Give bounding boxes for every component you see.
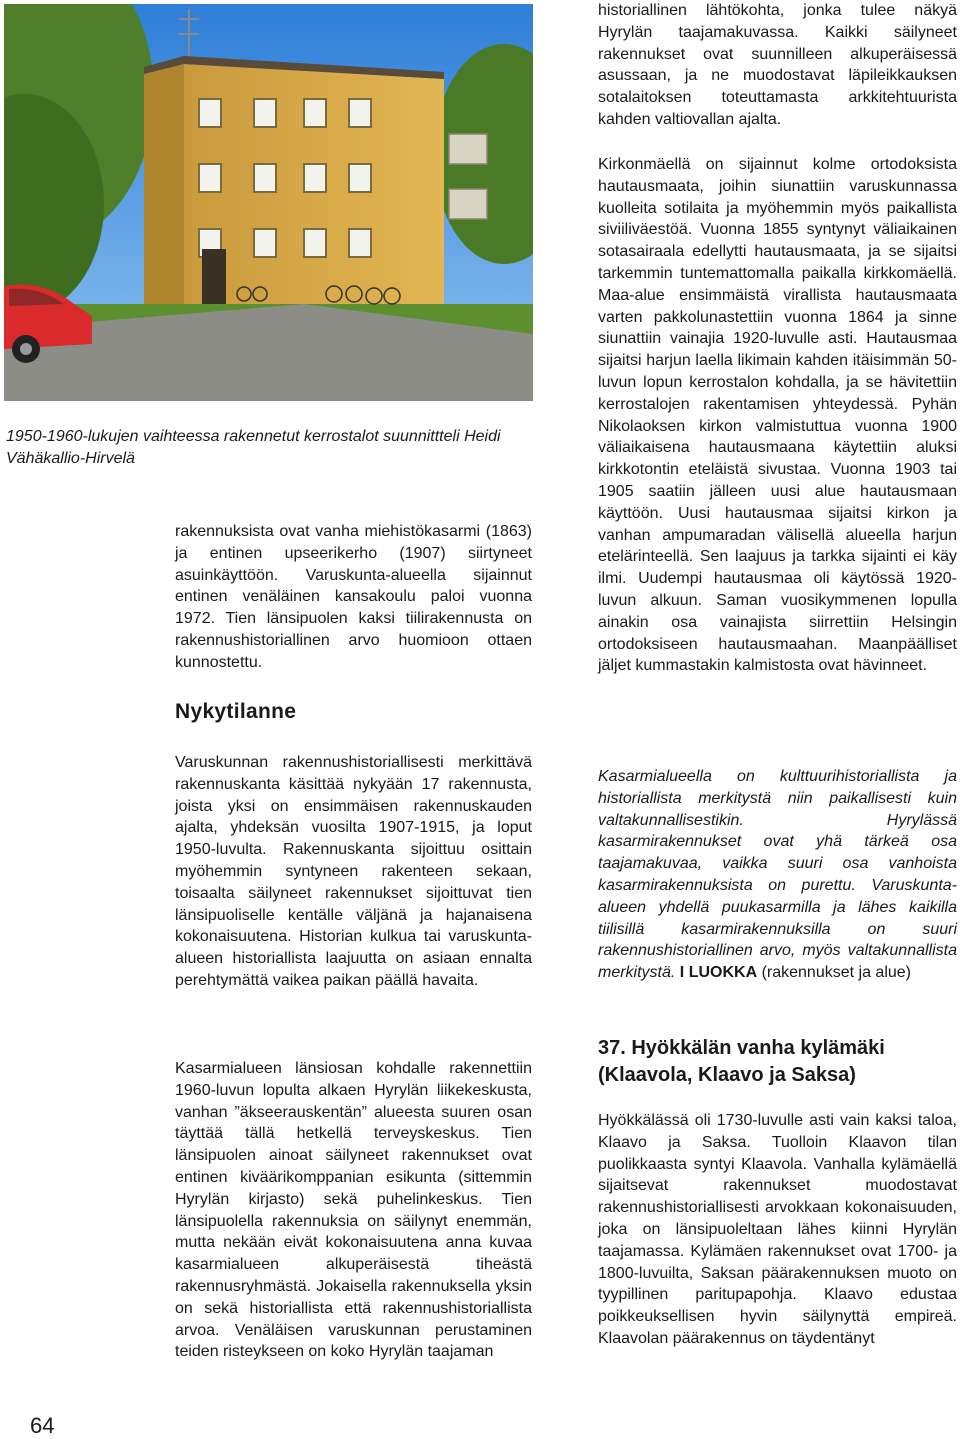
section-heading-nykytilanne: Nykytilanne [175,700,297,723]
class-note: (rakennukset ja alue) [761,964,911,982]
class-label: I LUOKKA [679,964,758,982]
page-number: 64 [30,1413,55,1438]
right-paragraph-3 [598,1110,957,1350]
middle-paragraph-1 [175,752,532,992]
intro-text: rakennuksista ovat vanha miehistökasarmi (1863) ja entinen upseerikerho (1907) siirtyneet asuinkäyttöön. Varuskunta-alueella sijainnut entinen venäläinen kansakoulu paloi vuonna 1972. Tien länsipuolen kaksi tiilirakennusta on rakennushistoriallinen arvo huomioon ottaen kunnostettu. [175,523,532,671]
paragraph-text: historiallinen lähtökohta, jonka tulee näkyä Hyrylän taajamakuvassa. Kaikki säilyneet rakennukset ovat suunnilleen alkuperäisessä asussaan, ja ne muodostavat läpileikkauksen sotalaitoksen toteuttamasta arkkitehtuurista kahden valtiovallan ajalta. [598,2,957,128]
photo-caption: 1950-1960-lukujen vaihteessa rakennetut kerrostalot suunnittteli Heidi Vähäkallio-Hirvelä [6,428,501,467]
middle-intro-paragraph [175,521,532,674]
section-heading-37: 37. Hyökkälän vanha kylämäki (Klaavola, Klaavo ja Saksa) [598,1037,885,1086]
paragraph-text: Kirkonmäellä on sijainnut kolme ortodoksista hautausmaata, joihin siunattiin varuskunnassa kuolleita sotilaita ja myöhemmin myös paikallista siviiliväestöä. Vuonna 1855 syntynyt väliaikainen sotasairaala edellytti hautausmaata, ja se sijaitsi tarkemmin tuntemattomalla paikalla kirkkomäellä. Maa-alue ensimmäistä virallista hautausmaata varten pakkolunastettiin vuonna 1864 ja sinne siunattiin vainajia 1920-luvulle asti. Hautausmaa sijaitsi harjun laella likimain kahden itäisimmän 50-luvun lopun kerrostalon kohdalla, ja se hävitettiin kerrostalojen rakentamisen yhteydessä. Pyhän Nikolaoksen kirkon valmistuttua vuonna 1900 väliaikaisena hautausmaana käytettiin aluksi kirkkotontin eteläistä sivustaa. Vuonna 1903 tai 1905 saatiin jälleen uusi alue hautausmaan käyttöön. Uusi hautausmaa sijaitsi kirkon ja vanhan ampumaradan välisellä alueella harjun etelärinteellä. Sen laajuus ja tarkka sijainti ei käy ilmi. Uudempi hautausmaa oli käytössä 1920-luvun alkuun. Saman vuosikymmenen lopulla ainakin osa vainajista siirrettiin Helsingin ortodoksiseen hautausmaahan. Maanpäälliset jäljet kummastakin kalmistosta ovat hävinneet. [598,156,957,675]
paragraph-text: Hyökkälässä oli 1730-luvulle asti vain kaksi taloa, Klaavo ja Saksa. Tuolloin Klaavon tilan puolikkaasta syntyi Klaavola. Vanhalla kylämäellä sijaitsevat rakennukset muodostavat rakennushistoriallisesti arvokkaan kokonaisuuden, joka on länsipuoleltaan lähes kiinni Hyrylän taajamassa. Kylämäen rakennukset ovat 1700- ja 1800-luvuilta, Saksan päärakennuksen muoto on tyypillinen paritupapohja. Klaavo edustaa poikkeuksellisen hyvin säilynyttä empireä. Klaavolan päärakennus on täydentänyt [598,1112,957,1347]
building-photo [4,4,533,401]
paragraph-text [598,766,957,984]
significance-text: Kasarmialueella on kulttuurihistoriallista ja historiallista merkitystä niin paikallisesti kuin valtakunnallisestikin. Hyrylässä kasarmirakennukset ovat yhä tärkeä osa taajamakuvaa, vaikka suuri osa vanhoista kasarmirakennuksista on purettu. Varuskunta-alueen yhdellä puukasarmilla ja lähes kaikilla tiilisillä kasarmirakennuksilla on suuri rakennushistoriallinen arvo, myös valtakunnallista merkitystä. [598,768,957,982]
paragraph-text: Kasarmialueen länsiosan kohdalle rakennettiin 1960-luvun lopulta alkaen Hyrylän liikekeskusta, vanhan ”äkseerauskentän” alueesta suuren osan täyttää tällä hetkellä terveyskeskus. Tien länsipuolen ainoat säilyneet rakennukset ovat entinen kiväärikomppanian esikunta (sittemmin Hyrylän kirjasto) sekä puhelinkeskus. Tien länsipuolella rakennuksia on säilynyt enemmän, mutta nekään eivät kokonaisuutena anna kuvaa kasarmialueen alkuperäisestä tiheästä rakennusryhmästä. Jokaisella rakennuksella yksin on sekä historiallista että rakennushistoriallista arvoa. Venäläisen varuskunnan perustaminen teiden risteykseen on koko Hyrylän taajaman [175,1060,532,1361]
paragraph-text: Varuskunnan rakennushistoriallisesti merkittävä rakennuskanta käsittää nykyään 17 rakennusta, joista yksi on ensimmäisen rakennuskauden ajalta, yhdeksän vuosilta 1907-1915, ja loput 1950-luvulta. Rakennuskanta sijoittuu osittain myöhemmin syntyneen rakenteen sekaan, toisaalta säilyneet rakennukset sijoittuvat tien länsipuoliselle kentälle väljänä ja hajanaisena kokonaisuutena. Historian kulkua tai varuskunta-alueen historiallista laajuutta on asiaan ennalta perehtymättä vaikea paikan päällä havaita. [175,754,532,989]
right-paragraph-1 [598,154,957,677]
middle-paragraph-2 [175,1058,532,1363]
right-paragraph-2 [598,766,957,984]
right-paragraph-0 [598,0,957,131]
